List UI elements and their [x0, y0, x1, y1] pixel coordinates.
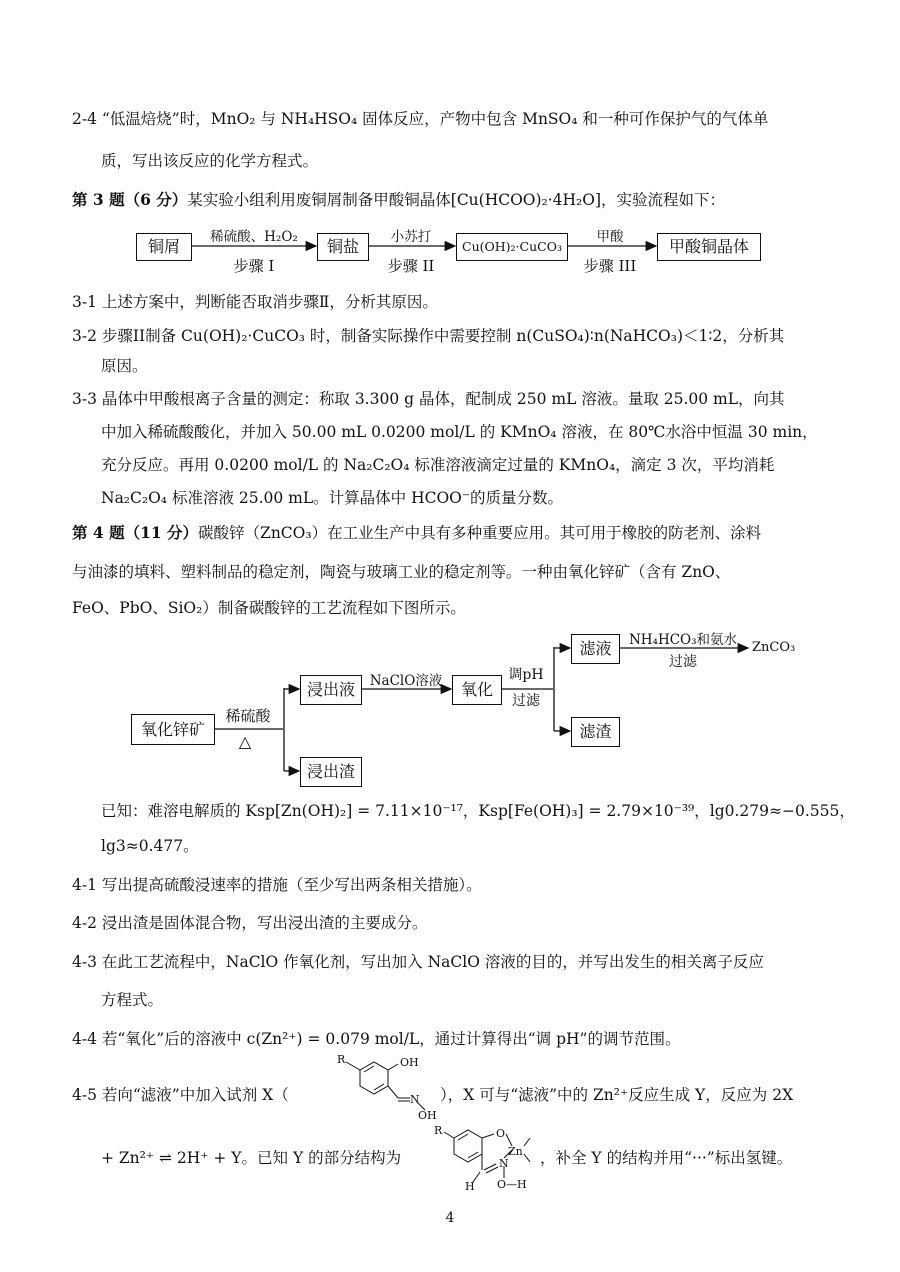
q3-heading: 第 3 题（6 分） — [72, 190, 188, 209]
q3-3-line2: 中加入稀硫酸酸化，并加入 50.00 mL 0.0200 mol/L 的 KMnO₄ 溶液，在 80℃水浴中恒温 30 min， — [101, 423, 818, 441]
q4-5-line2a: + Zn²⁺ ⇌ 2H⁺ + Y。已知 Y 的部分结构为 — [101, 1149, 402, 1167]
q4-5-line1a: 4-5 若向“滤液”中加入试剂 X（ — [72, 1086, 289, 1104]
q4-5-line2b: ，补全 Y 的结构并用“···”标出氢键。 — [540, 1149, 793, 1167]
flow-box-copper-formate: 甲酸铜晶体 — [657, 233, 761, 261]
q3-intro: 某实验小组利用废铜屑制备甲酸铜晶体[Cu(HCOO)₂·4H₂O]，实验流程如下： — [187, 191, 726, 209]
q3-3-line1: 3-3 晶体中甲酸根离子含量的测定：称取 3.300 g 晶体，配制成 250 mL 溶液。量取 25.00 mL，向其 — [72, 390, 785, 408]
reagent-label: NH₄HCO₃和氨水 — [628, 632, 738, 648]
mol-x-r: R — [337, 1053, 346, 1066]
flow-box-filter-residue: 滤渣 — [571, 717, 620, 747]
q4-heading: 第 4 题（11 分） — [72, 523, 199, 542]
q4-intro-line1 — [72, 521, 761, 543]
q3-2-line2: 原因。 — [101, 357, 148, 375]
step2-reagent-label: 小苏打 — [390, 229, 432, 245]
q3-3-line3: 充分反应。再用 0.0200 mol/L 的 Na₂C₂O₄ 标准溶液滴定过量的 KMnO₄，滴定 3 次，平均消耗 — [101, 456, 775, 474]
adjust-ph-label: 调pH — [508, 667, 544, 683]
q4-5-line1b: ），X 可与“滤液”中的 Zn²⁺反应生成 Y，反应为 2X — [440, 1086, 794, 1104]
mol-x-oh: OH — [400, 1056, 419, 1069]
q4-3-line1: 4-3 在此工艺流程中，NaClO 作氧化剂，写出加入 NaClO 溶液的目的，并写出发生的相关离子反应 — [72, 953, 764, 971]
flow-box-oxidation: 氧化 — [452, 675, 502, 705]
mol-y-o: O — [496, 1127, 506, 1140]
q4-known-line1: 已知：难溶电解质的 Ksp[Zn(OH)₂] = 7.11×10⁻¹⁷，Ksp[Fe(OH)₃] = 2.79×10⁻³⁹，lg0.279≈−0.555， — [101, 802, 855, 820]
q4-intro2: 与油漆的填料、塑料制品的稳定剂，陶瓷与玻璃工业的稳定剂等。一种由氧化锌矿（含有 ZnO、 — [72, 563, 731, 581]
flow-box-copper-salt: 铜盐 — [317, 233, 369, 261]
q4-intro3: FeO、PbO、SiO₂）制备碳酸锌的工艺流程如下图所示。 — [72, 599, 466, 617]
page-number: 4 — [445, 1210, 455, 1226]
q4-known-line2: lg3≈0.477。 — [101, 837, 199, 855]
q4-2: 4-2 浸出渣是固体混合物，写出浸出渣的主要成分。 — [72, 914, 428, 932]
mol-x-oh2: OH — [418, 1109, 437, 1122]
naclo-label: NaClO溶液 — [369, 673, 443, 689]
filter1-label: 过滤 — [512, 693, 540, 709]
flow-box-zinc-ore: 氧化锌矿 — [131, 714, 215, 745]
q3-3-line4: Na₂C₂O₄ 标准溶液 25.00 mL。计算晶体中 HCOO⁻的质量分数。 — [101, 489, 564, 507]
q4-1: 4-1 写出提高硫酸浸速率的措施（至少写出两条相关措施）。 — [72, 876, 482, 894]
q4-intro1: 碳酸锌（ZnCO₃）在工业生产中具有多种重要应用。其可用于橡胶的防老剂、涂料 — [198, 524, 762, 542]
q3-1: 3-1 上述方案中，判断能否取消步骤Ⅱ，分析其原因。 — [72, 293, 438, 311]
flow-box-filtrate: 滤液 — [571, 634, 620, 664]
step3-reagent-label: 甲酸 — [596, 229, 624, 245]
mol-y-n: N — [499, 1157, 509, 1170]
q2-4-line1: 2-4 “低温焙烧”时，MnO₂ 与 NH₄HSO₄ 固体反应，产物中包含 MnSO₄ 和一种可作保护气的气体单 — [72, 110, 769, 128]
product-label: ZnCO₃ — [752, 640, 796, 655]
heat-symbol: △ — [238, 732, 252, 751]
mol-y-r: R — [434, 1124, 443, 1137]
mol-y-h: H — [465, 1180, 475, 1193]
step1-label: 步骤 I — [233, 257, 275, 275]
q4-3-line2: 方程式。 — [101, 991, 164, 1009]
step1-reagent-label: 稀硫酸、H₂O₂ — [210, 229, 298, 245]
q3-2-line1: 3-2 步骤II制备 Cu(OH)₂·CuCO₃ 时，制备实际操作中需要控制 n(CuSO₄)∶n(NaHCO₃)＜1∶2，分析其 — [72, 327, 785, 345]
flow-box-leach-residue: 浸出渣 — [300, 757, 362, 787]
step2-label: 步骤 II — [387, 257, 435, 275]
flow-box-copper-scrap: 铜屑 — [136, 233, 192, 261]
step3-label: 步骤 III — [583, 257, 637, 275]
mol-y-zn: Zn — [508, 1145, 523, 1158]
filter2-label: 过滤 — [669, 654, 697, 670]
acid-label: 稀硫酸 — [225, 707, 271, 725]
q2-4-line2: 质，写出该反应的化学方程式。 — [101, 152, 319, 170]
mol-y-oh: O—H — [497, 1178, 527, 1191]
flow-box-basic-carbonate: Cu(OH)₂·CuCO₃ — [456, 233, 568, 261]
mol-x-n: N — [410, 1093, 420, 1106]
q4-4: 4-4 若“氧化”后的溶液中 c(Zn²⁺) = 0.079 mol/L，通过计算得出“调 pH”的调节范围。 — [72, 1030, 681, 1048]
flow-box-leachate: 浸出液 — [300, 675, 362, 705]
